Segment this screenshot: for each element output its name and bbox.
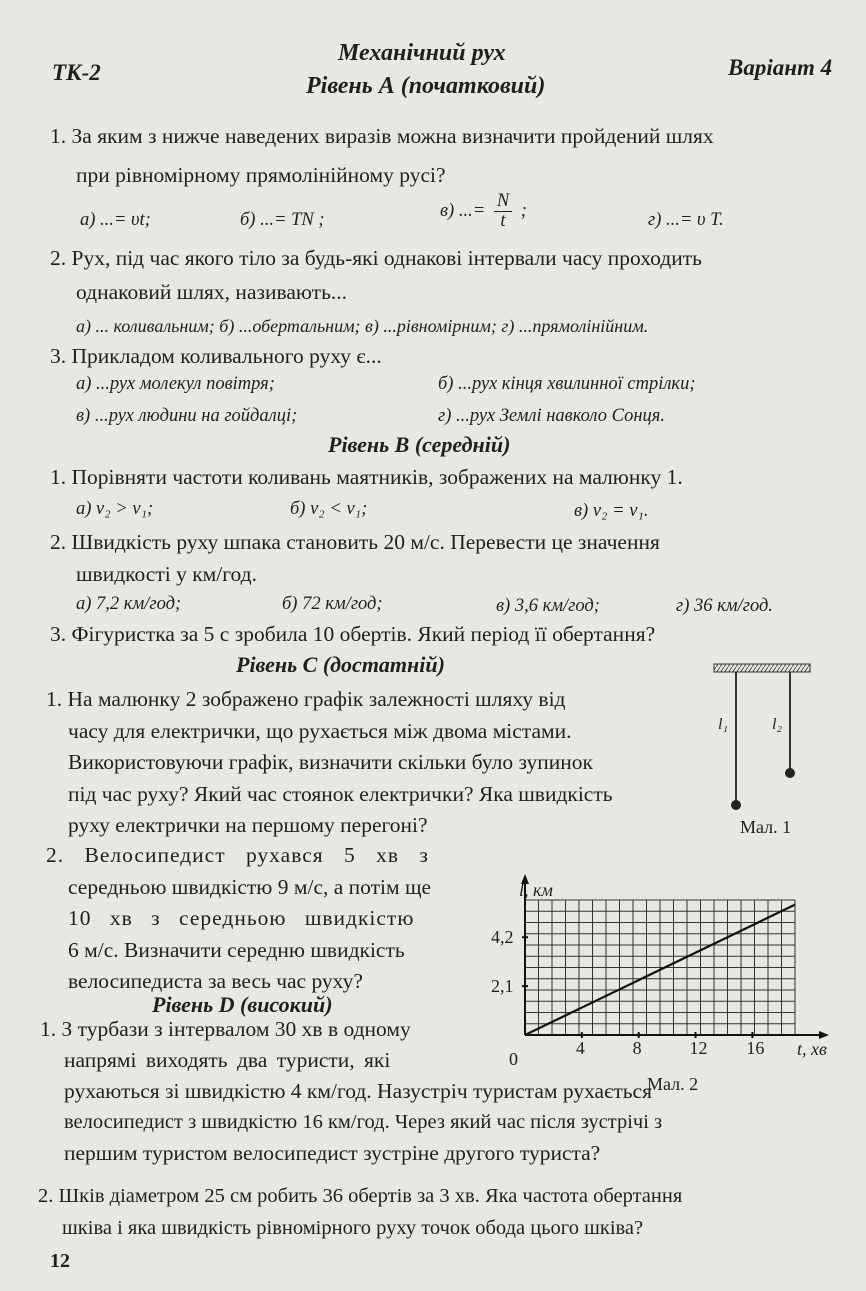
x-axis-arrow	[819, 1031, 829, 1039]
a-q1-line1: 1. За яким з нижче наведених виразів можна визначити пройдений шлях	[50, 124, 714, 148]
d-q2-line1: 2. Шків діаметром 25 см робить 36 обертів за 3 хв. Яка частота обертання	[38, 1185, 683, 1207]
c-q1-line2: часу для електрички, що рухається між двома містами.	[68, 718, 572, 743]
c-q2-text	[46, 840, 431, 998]
a-q3-line1: 3. Прикладом коливального руху є...	[50, 344, 382, 368]
pendulum-2-bob	[785, 768, 795, 778]
variant-label: Варіант 4	[728, 55, 833, 80]
chart-origin-label: 0	[509, 1049, 518, 1069]
c-q1-line5: руху електрички на першому перегоні?	[68, 813, 428, 837]
label-l2: l₂	[772, 716, 783, 733]
b-q1-option-a: а) ν₂ > ν₁;	[76, 499, 154, 519]
c-q2-line4: 6 м/с. Визначити середню швидкість	[68, 937, 405, 962]
figure-1-pendulums	[700, 655, 820, 845]
pendulum-1-bob	[731, 800, 741, 810]
test-code: ТК-2	[52, 60, 101, 85]
b-q3-line1: 3. Фігуристка за 5 с зробила 10 обертів. Який період її обертання?	[50, 622, 656, 646]
x-tick-label: 12	[689, 1038, 708, 1058]
c-q1-text	[46, 684, 613, 842]
b-q2-option-b: б) 72 км/год;	[282, 594, 383, 614]
b-q1-line1: 1. Порівняти частоти коливань маятників, зображених на малюнку 1.	[50, 465, 683, 489]
a-q2-options: а) ... коливальним; б) ...обертальним; в) ...рівномірним; г) ...прямолінійним.	[76, 316, 649, 336]
fraction-numerator: N	[494, 192, 512, 212]
a-q1-option-d: г) ...= υ T.	[648, 210, 724, 230]
a-q1-option-b: б) ...= TN ;	[240, 210, 325, 230]
a-q2-line2: однаковий шлях, називають...	[76, 280, 347, 304]
page-title: Механічний рух	[338, 40, 506, 66]
b-q2-line1: 2. Швидкість руху шпака становить 20 м/с. Перевести це значення	[50, 530, 660, 554]
x-tick-label: 16	[746, 1038, 765, 1058]
a-q2-line1: 2. Рух, під час якого тіло за будь-які однакові інтервали часу проходить	[50, 246, 702, 270]
a-q1-option-a: а) ...= υt;	[80, 210, 151, 230]
d-q1-line1: 1. З турбази з інтервалом 30 хв в одному	[40, 1017, 411, 1041]
y-tick-label: 2,1	[491, 976, 514, 997]
a-q1-option-c-prefix: в) ...=	[440, 201, 486, 222]
y-tick-label: 4,2	[491, 927, 514, 948]
c-q1-line3: Використовуючи графік, визначити скільки було зупинок	[68, 750, 593, 774]
d-q1-line4: велосипедист з швидкістю 16 км/год. Через який час після зустрічі з	[64, 1111, 663, 1133]
a-q1-option-c	[440, 192, 527, 232]
level-d-title: Рівень D (високий)	[152, 992, 333, 1017]
level-c-title: Рівень С (достатній)	[236, 652, 445, 677]
a-q1-option-c-suffix: ;	[520, 201, 527, 222]
d-q2-text	[38, 1180, 682, 1244]
b-q1-option-b: б) ν₂ < ν₁;	[290, 499, 368, 519]
chart-ticks	[491, 927, 764, 1058]
level-a-title: Рівень А (початковий)	[306, 73, 546, 99]
figure-1-caption: Мал. 1	[740, 817, 792, 837]
c-q2-line3: 10 хв з середньою швидкістю	[68, 906, 415, 930]
c-q2-line2: середньою швидкістю 9 м/с, а потім ще	[68, 874, 432, 899]
c-q2-line5: велосипедиста за весь час руху?	[68, 969, 363, 993]
fraction-denominator: t	[500, 211, 506, 232]
level-b-title: Рівень В (середній)	[328, 432, 511, 457]
d-q1-line5: першим туристом велосипедист зустріне другого туриста?	[64, 1141, 601, 1165]
label-l1: l₁	[718, 716, 729, 733]
b-q1-option-c: в) ν₂ = ν₁.	[574, 501, 649, 521]
ceiling-support	[714, 664, 810, 672]
fraction-n-over-t	[494, 192, 512, 232]
a-q1-line2: при рівномірному прямолінійному русі?	[76, 163, 446, 187]
a-q3-option-c: в) ...рух людини на гойдалці;	[76, 406, 298, 426]
d-q2-line2: шківа і яка швидкість рівномірного руху точок обода цього шківа?	[62, 1217, 644, 1239]
d-q1-line2: напрямі виходять два туристи, які	[64, 1048, 391, 1072]
figure-2-chart	[485, 870, 845, 1095]
a-q3-option-d: г) ...рух Землі навколо Сонця.	[438, 406, 665, 426]
x-tick-label: 4	[575, 1038, 585, 1058]
c-q1-line1: 1. На малюнку 2 зображено графік залежності шляху від	[46, 687, 566, 711]
x-tick-label: 8	[632, 1038, 642, 1058]
b-q2-line2: швидкості у км/год.	[76, 562, 257, 586]
chart-y-axis-label: l, км	[519, 880, 553, 900]
a-q3-option-b: б) ...рух кінця хвилинної стрілки;	[438, 374, 696, 394]
b-q2-option-c: в) 3,6 км/год;	[496, 596, 600, 616]
c-q1-line4: під час руху? Який час стоянок електрички? Яка швидкість	[68, 781, 613, 806]
figure-2-caption: Мал. 2	[647, 1074, 699, 1094]
a-q3-option-a: а) ...рух молекул повітря;	[76, 374, 275, 394]
d-q1-line3: рухаються зі швидкістю 4 км/год. Назустріч туристам рухається	[64, 1079, 652, 1103]
page-number: 12	[50, 1250, 70, 1272]
b-q2-option-a: а) 7,2 км/год;	[76, 594, 182, 614]
chart-x-axis-label: t, хв	[797, 1039, 827, 1059]
c-q2-line1: 2. Велосипедист рухався 5 хв з	[46, 843, 429, 867]
b-q2-option-d: г) 36 км/год.	[676, 596, 773, 616]
